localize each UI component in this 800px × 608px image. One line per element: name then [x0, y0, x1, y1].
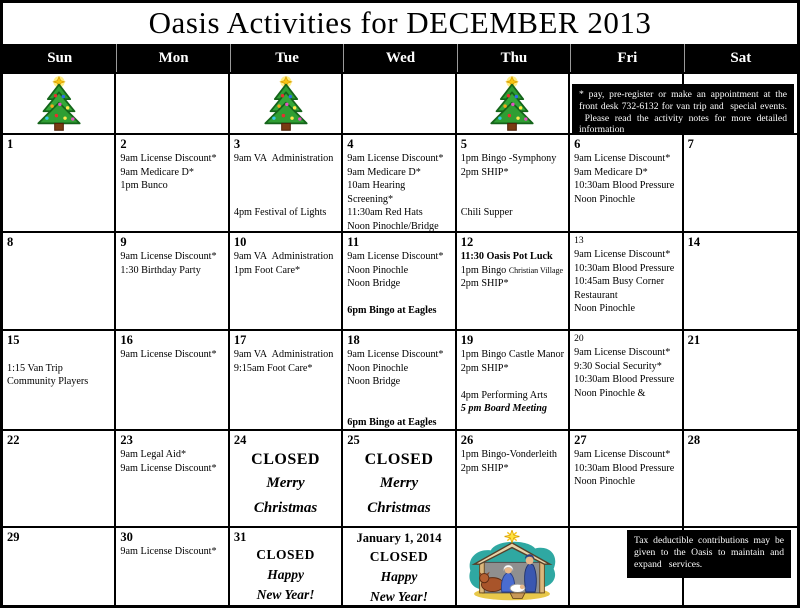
event-line: 9am License Discount*: [574, 449, 671, 460]
day-number: 2: [120, 137, 127, 151]
event-line: Noon Pinochle/Bridge: [347, 220, 439, 232]
event-line: 1pm Bingo-Vonderleith: [460, 449, 558, 460]
day-cell-29: [3, 528, 116, 607]
event-line: 10:30am Blood Pressure: [574, 374, 675, 385]
day-number: 9: [120, 235, 127, 249]
day-number: 7: [687, 137, 694, 151]
event-line: 9am License Discount*: [120, 251, 217, 262]
event-line: 2pm SHIP*: [460, 166, 509, 178]
event-line: 9am VA Administration: [233, 349, 334, 360]
day-number: 22: [7, 433, 20, 447]
event-line: 9am License Discount*: [120, 462, 217, 474]
jan-1-cell: [343, 528, 456, 607]
day-header-mon: Mon: [116, 44, 229, 72]
event-line: CLOSED: [256, 547, 315, 562]
event-line: 1pm Bingo Castle Manor: [460, 349, 564, 360]
day-number: 17: [233, 333, 247, 347]
day-cell-21: [684, 331, 797, 431]
day-cell-24: [230, 431, 343, 528]
day-number: 29: [7, 530, 20, 544]
event-line: 9am VA Administration: [233, 153, 334, 164]
event-line: Noon Bridge: [347, 278, 401, 289]
spacer: [461, 375, 564, 389]
event-line: CLOSED: [369, 549, 429, 564]
day-cell-9: [116, 233, 229, 331]
event-line: 1pm Bingo -Symphony: [460, 153, 557, 164]
day-number: 4: [347, 137, 354, 151]
event-line: New Year!: [370, 589, 428, 604]
day-cell-13: [570, 233, 683, 331]
event-line: Noon Pinochle: [347, 362, 409, 374]
event-line: 5 pm Board Meeting: [460, 403, 548, 414]
day-number: 21: [687, 333, 701, 347]
event-line: Noon Pinochle: [574, 193, 635, 205]
day-number: 8: [7, 235, 14, 249]
day-cell-3: [230, 135, 343, 233]
day-cell-5: [457, 135, 570, 233]
day-number: 3: [233, 137, 241, 151]
christmas-tree-icon: [486, 75, 538, 132]
day-number: 27: [574, 433, 587, 447]
day-number: 24: [233, 433, 247, 447]
event-line: 11:30 Oasis Pot Luck: [460, 251, 553, 262]
event-line: Chili Supper: [460, 207, 513, 218]
event-line: 1:15 Van Trip: [7, 362, 63, 374]
event-line: 9am Legal Aid*: [120, 449, 187, 460]
day-cell-16: [116, 331, 229, 431]
event-line: 9:30 Social Security*: [574, 360, 662, 372]
tax-note: Tax deductible contributions may be given to the Oasis to maintain and expand services.: [627, 530, 791, 578]
day-number: 25: [347, 433, 360, 447]
event-line: 6pm Bingo at Eagles: [347, 416, 437, 428]
day-cell-2: [116, 135, 229, 233]
event-line: 4pm Performing Arts: [460, 389, 548, 401]
event-line: Christmas: [253, 500, 318, 516]
day-header-wed: Wed: [343, 44, 456, 72]
day-number: 10: [233, 235, 247, 249]
banner-cell-with-tree: [457, 74, 570, 135]
day-cell-4: [343, 135, 456, 233]
day-number: 31: [233, 530, 247, 544]
day-number: 12: [460, 235, 474, 249]
event-line: 9am License Discount*: [120, 349, 217, 360]
banner-cell-empty: [116, 74, 229, 135]
day-cell-8: [3, 233, 116, 331]
event-line: 9am License Discount*: [120, 153, 217, 164]
event-line-small-text: Christian Village: [508, 265, 564, 275]
event-line: CLOSED: [251, 451, 320, 468]
event-line: 9am License Discount*: [347, 349, 444, 360]
day-cell-7: [684, 135, 797, 233]
day-cell-23: [116, 431, 229, 528]
spacer: [234, 193, 337, 207]
day-number: 19: [460, 333, 474, 347]
event-line: 9:15am Foot Care*: [233, 362, 313, 374]
day-cell-empty: [457, 528, 570, 607]
event-line: Happy: [267, 567, 304, 582]
event-line: 9am Medicare D*: [347, 166, 421, 178]
event-line: 11:30am Red Hats: [347, 207, 423, 218]
day-cell-31: [230, 528, 343, 607]
day-cell-19: [457, 331, 570, 431]
event-line: 9am Medicare D*: [120, 166, 194, 178]
calendar-grid: [3, 72, 797, 607]
event-line: Noon Bridge: [347, 376, 401, 387]
event-line: 10am Hearing Screening*: [347, 180, 406, 205]
day-cell-11: [343, 233, 456, 331]
spacer: [347, 291, 450, 305]
event-line: 9am License Discount*: [347, 153, 444, 164]
day-number: 26: [460, 433, 474, 447]
day-cell-22: [3, 431, 116, 528]
event-line: Merry: [266, 475, 305, 491]
day-cell-12: [457, 233, 570, 331]
banner-cell-empty: [343, 74, 456, 135]
day-cell-10: [230, 233, 343, 331]
event-line: 2pm SHIP*: [460, 362, 509, 374]
day-cell-1: [3, 135, 116, 233]
nativity-scene-icon: [461, 530, 564, 604]
banner-cell-with-tree: [230, 74, 343, 135]
day-number: 11: [347, 235, 360, 249]
day-header-sat: Sat: [684, 44, 797, 72]
event-line: 6pm Bingo at Eagles: [347, 305, 437, 316]
event-line: 9am VA Administration: [233, 251, 334, 262]
day-cell-25: [343, 431, 456, 528]
calendar-title: Oasis Activities for DECEMBER 2013: [3, 3, 797, 44]
event-line: 1pm Bunco: [120, 180, 168, 191]
event-line: 9am Medicare D*: [574, 166, 648, 178]
event-line: Noon Pinochle: [574, 303, 635, 314]
event-line: 2pm SHIP*: [460, 462, 509, 474]
day-cell-14: [684, 233, 797, 331]
event-line: Christmas: [367, 500, 431, 516]
day-number: 18: [347, 333, 360, 347]
event-line: Merry: [379, 475, 419, 491]
spacer: [347, 389, 450, 403]
event-line: 10:30am Blood Pressure: [574, 262, 675, 274]
day-number: 15: [7, 333, 20, 347]
day-number: 16: [120, 333, 133, 347]
event-line: 9am License Discount*: [574, 249, 671, 260]
event-line: 1pm Bingo Christian Village: [460, 264, 564, 276]
day-number: 1: [7, 137, 14, 151]
event-line: 10:30am Blood Pressure: [574, 462, 675, 474]
day-cell-6: [570, 135, 683, 233]
day-of-week-header-row: [3, 44, 797, 72]
day-cell-26: [457, 431, 570, 528]
event-line: 9am License Discount*: [120, 546, 217, 557]
day-cell-17: [230, 331, 343, 431]
day-header-thu: Thu: [457, 44, 570, 72]
day-number: 14: [687, 235, 701, 249]
spacer: [7, 348, 110, 362]
day-header-tue: Tue: [230, 44, 343, 72]
day-number: 5: [460, 137, 467, 151]
day-cell-15: [3, 331, 116, 431]
day-cell-30: [116, 528, 229, 607]
event-line: 9am License Discount*: [574, 153, 671, 164]
day-number: 23: [120, 433, 133, 447]
day-cell-18: [343, 331, 456, 431]
day-header-sun: Sun: [47, 49, 73, 66]
christmas-tree-icon: [260, 75, 312, 132]
event-line: 10:30am Blood Pressure: [574, 180, 675, 191]
event-line: 9am License Discount*: [574, 347, 671, 358]
day-cell-28: [684, 431, 797, 528]
banner-cell-with-tree: [3, 74, 116, 135]
event-line: 4pm Festival of Lights: [233, 207, 327, 218]
event-line: 9am License Discount*: [347, 251, 444, 262]
event-line: 1pm Foot Care*: [233, 264, 301, 276]
day-header-fri: Fri: [570, 44, 683, 72]
day-number: 28: [687, 433, 701, 447]
event-line: CLOSED: [364, 451, 434, 468]
spacer: [461, 193, 564, 207]
spacer: [234, 179, 337, 193]
christmas-tree-icon: [33, 75, 85, 132]
event-line: Community Players: [7, 376, 89, 387]
event-line: 2pm SHIP*: [460, 278, 509, 289]
day-number: 6: [574, 137, 581, 151]
spacer: [234, 166, 337, 180]
registration-note: * pay, pre-register or make an appointment at the front desk 732-6132 for van trip and special events. Please read the activity notes for more detailed information: [572, 84, 794, 134]
day-cell-27: [570, 431, 683, 528]
event-line: 1:30 Birthday Party: [120, 264, 201, 276]
day-number: 13: [574, 236, 584, 246]
event-line: New Year!: [256, 587, 315, 602]
spacer: [461, 179, 564, 193]
day-cell-20: [570, 331, 683, 431]
day-number: 30: [120, 530, 133, 544]
event-line: January 1, 2014: [356, 531, 442, 545]
spacer: [347, 402, 450, 416]
event-line: Noon Pinochle: [347, 264, 409, 276]
event-line: 10:45am Busy Corner Restaurant: [574, 276, 665, 301]
day-number: 20: [574, 334, 584, 344]
event-line: Happy: [380, 569, 418, 584]
event-line: Noon Pinochle &: [574, 387, 646, 399]
event-line: Noon Pinochle: [574, 476, 635, 487]
